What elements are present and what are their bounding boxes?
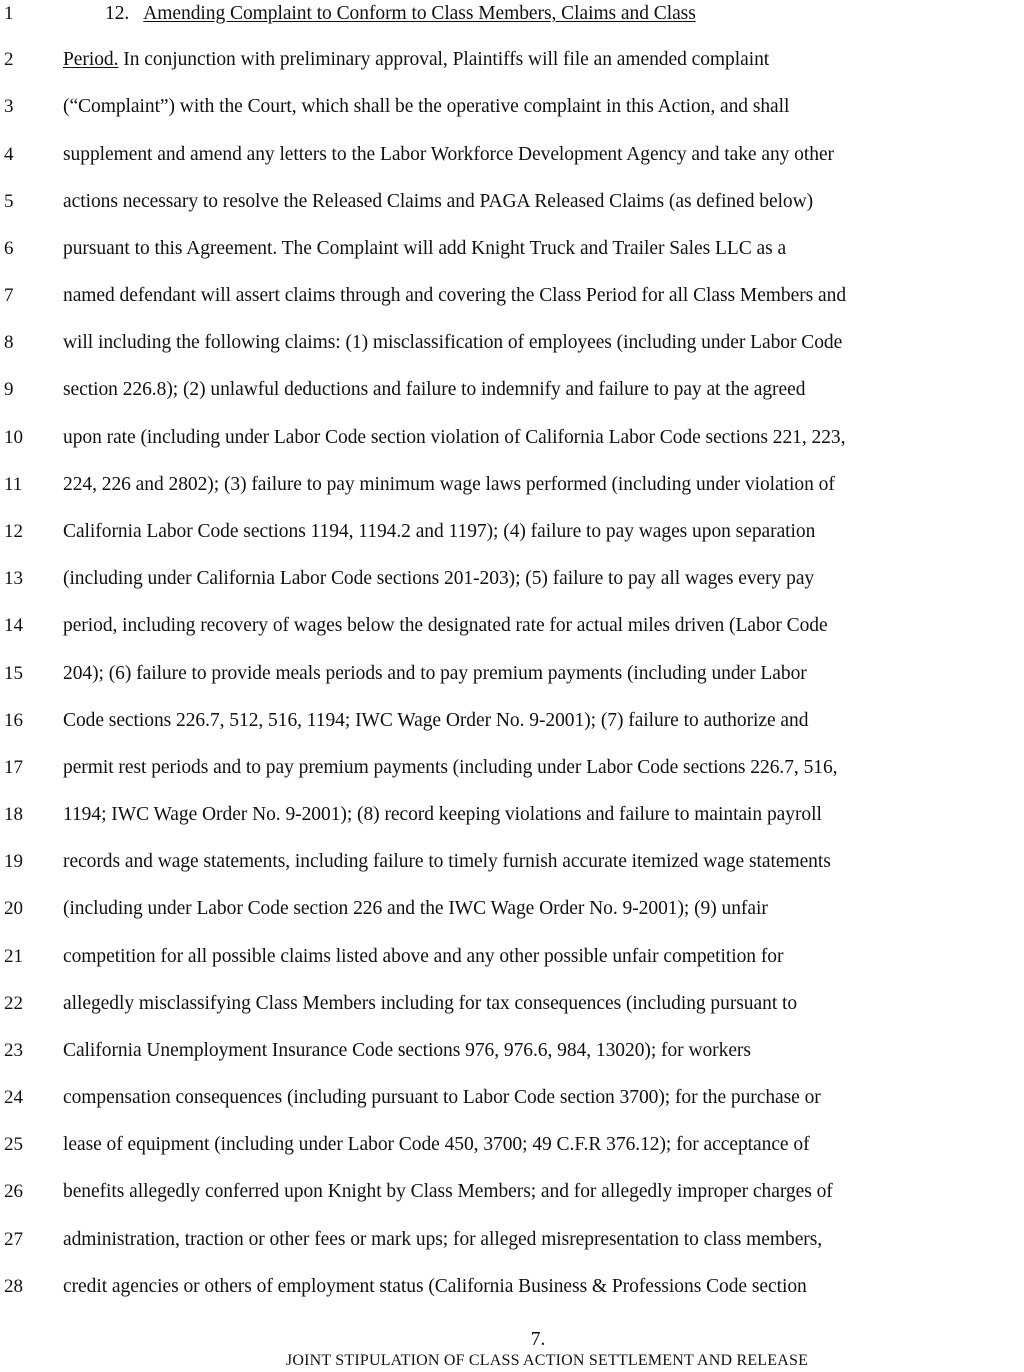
line-number: 15 <box>4 663 23 684</box>
line-text: will including the following claims: (1) misclassification of employees (including under Labor Code <box>63 332 843 353</box>
pleading-line-11 <box>0 470 1024 500</box>
line-text: (“Complaint”) with the Court, which shall be the operative complaint in this Action, and shall <box>63 96 790 117</box>
line-number: 12 <box>4 521 23 542</box>
line-text: Code sections 226.7, 512, 516, 1194; IWC Wage Order No. 9-2001); (7) failure to authorize and <box>63 710 809 731</box>
line-number: 10 <box>4 427 23 448</box>
pleading-line-16 <box>0 706 1024 736</box>
line-text: permit rest periods and to pay premium payments (including under Labor Code sections 226.7, 516, <box>63 757 838 778</box>
line-number: 5 <box>4 191 14 212</box>
pleading-line-14 <box>0 611 1024 641</box>
pleading-line-5 <box>0 187 1024 217</box>
line-number: 16 <box>4 710 23 731</box>
line-text: California Labor Code sections 1194, 1194.2 and 1197); (4) failure to pay wages upon separation <box>63 521 816 542</box>
line-number: 24 <box>4 1087 23 1108</box>
pleading-line-3 <box>0 92 1024 122</box>
line-number: 26 <box>4 1181 23 1202</box>
line-text: lease of equipment (including under Labor Code 450, 3700; 49 C.F.R 376.12); for acceptance of <box>63 1134 810 1155</box>
pleading-line-18 <box>0 800 1024 830</box>
section-heading-text: Amending Complaint to Conform to Class Members, Claims and Class <box>143 3 696 24</box>
pleading-line-23 <box>0 1036 1024 1066</box>
line-number: 14 <box>4 615 23 636</box>
line-number: 13 <box>4 568 23 589</box>
line-number: 25 <box>4 1134 23 1155</box>
section-number: 12. <box>105 3 130 24</box>
line-text: supplement and amend any letters to the Labor Workforce Development Agency and take any other <box>63 144 834 165</box>
line-number: 23 <box>4 1040 23 1061</box>
line-number: 3 <box>4 96 14 117</box>
pleading-line-28 <box>0 1272 1024 1302</box>
pleading-line-19 <box>0 847 1024 877</box>
pleading-line-22 <box>0 989 1024 1019</box>
pleading-line-7 <box>0 281 1024 311</box>
line-text: allegedly misclassifying Class Members including for tax consequences (including pursuant to <box>63 993 798 1014</box>
pleading-line-4 <box>0 140 1024 170</box>
line-text: competition for all possible claims listed above and any other possible unfair competition for <box>63 946 784 967</box>
pleading-line-17 <box>0 753 1024 783</box>
line-text: (including under California Labor Code sections 201-203); (5) failure to pay all wages every pay <box>63 568 815 589</box>
line-text: pursuant to this Agreement. The Complaint will add Knight Truck and Trailer Sales LLC as a <box>63 238 787 259</box>
line-text: period, including recovery of wages below the designated rate for actual miles driven (Labor Code <box>63 615 828 636</box>
line-text: administration, traction or other fees or mark ups; for alleged misrepresentation to class members, <box>63 1229 823 1250</box>
line-number: 28 <box>4 1276 23 1297</box>
line-number: 2 <box>4 49 14 70</box>
line-number: 21 <box>4 946 23 967</box>
pleading-line-26 <box>0 1177 1024 1207</box>
pleading-line-9 <box>0 375 1024 405</box>
pleading-line-8 <box>0 328 1024 358</box>
line-text: (including under Labor Code section 226 and the IWC Wage Order No. 9-2001); (9) unfair <box>63 898 768 919</box>
pleading-line-27 <box>0 1225 1024 1255</box>
pleading-line-25 <box>0 1130 1024 1160</box>
pleading-line-6 <box>0 234 1024 264</box>
line-number: 8 <box>4 332 14 353</box>
pleading-line-20 <box>0 894 1024 924</box>
line-text: records and wage statements, including failure to timely furnish accurate itemized wage statements <box>63 851 831 872</box>
line-number: 11 <box>4 474 23 495</box>
page-number: 7. <box>530 1329 546 1350</box>
pleading-line-2 <box>0 45 1024 75</box>
pleading-line-24 <box>0 1083 1024 1113</box>
pleading-line-1 <box>0 0 1024 29</box>
line-text: 224, 226 and 2802); (3) failure to pay minimum wage laws performed (including under violation of <box>63 474 835 495</box>
line-text: benefits allegedly conferred upon Knight by Class Members; and for allegedly improper charges of <box>63 1181 833 1202</box>
line-number: 17 <box>4 757 23 778</box>
line-number: 22 <box>4 993 23 1014</box>
pleading-line-12 <box>0 517 1024 547</box>
section-heading <box>105 0 1024 29</box>
line-text: credit agencies or others of employment status (California Business & Professions Code section <box>63 1276 807 1297</box>
section-heading-cont: Period. <box>63 49 119 70</box>
line-number: 27 <box>4 1229 23 1250</box>
document-footer-title: JOINT STIPULATION OF CLASS ACTION SETTLEMENT AND RELEASE <box>285 1352 809 1369</box>
line-text: actions necessary to resolve the Released Claims and PAGA Released Claims (as defined below) <box>63 191 814 212</box>
line-number: 20 <box>4 898 23 919</box>
line-text: 1194; IWC Wage Order No. 9-2001); (8) record keeping violations and failure to maintain payroll <box>63 804 822 825</box>
line-number: 1 <box>4 3 14 24</box>
line-text <box>63 45 1024 75</box>
line-text: compensation consequences (including pursuant to Labor Code section 3700); for the purchase or <box>63 1087 821 1108</box>
line-text: named defendant will assert claims through and covering the Class Period for all Class Members and <box>63 285 847 306</box>
line-number: 4 <box>4 144 14 165</box>
line-text: 204); (6) failure to provide meals periods and to pay premium payments (including under Labor <box>63 663 807 684</box>
pleading-line-21 <box>0 942 1024 972</box>
paragraph-text: In conjunction with preliminary approval, Plaintiffs will file an amended complaint <box>118 49 770 70</box>
line-text: California Unemployment Insurance Code sections 976, 976.6, 984, 13020); for workers <box>63 1040 751 1061</box>
pleading-line-15 <box>0 659 1024 689</box>
line-number: 9 <box>4 379 14 400</box>
pleading-line-10 <box>0 423 1024 453</box>
line-number: 19 <box>4 851 23 872</box>
line-text: upon rate (including under Labor Code section violation of California Labor Code sections 221, 223, <box>63 427 846 448</box>
line-text: section 226.8); (2) unlawful deductions and failure to indemnify and failure to pay at the agreed <box>63 379 806 400</box>
line-number: 6 <box>4 238 14 259</box>
pleading-line-13 <box>0 564 1024 594</box>
line-number: 7 <box>4 285 14 306</box>
line-number: 18 <box>4 804 23 825</box>
